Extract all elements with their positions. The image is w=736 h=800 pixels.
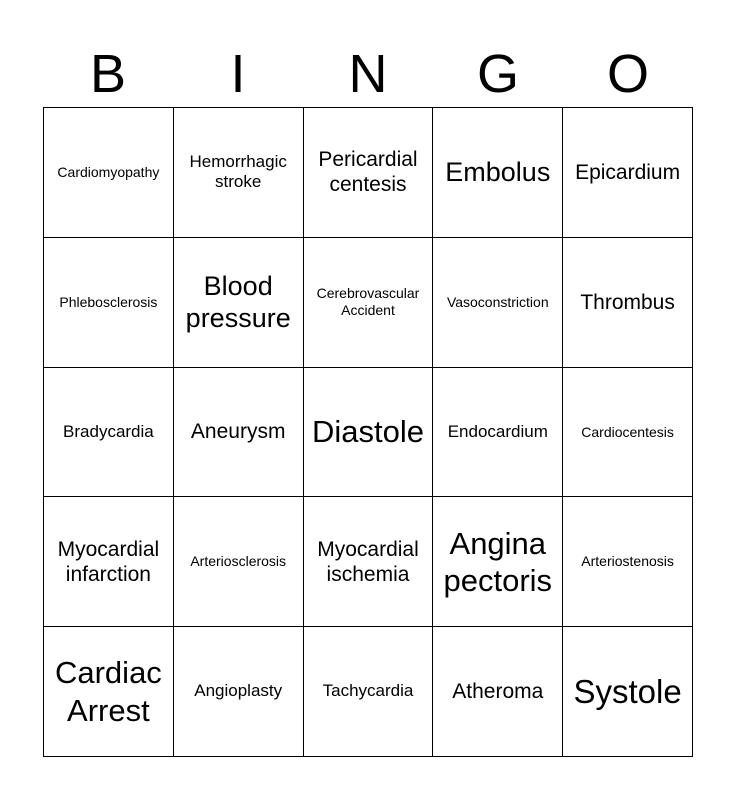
cell-text: Epicardium — [575, 160, 681, 184]
bingo-cell-r4c1[interactable] — [44, 497, 174, 627]
cell-text: Cardiomyopathy — [57, 164, 160, 180]
bingo-cell-r1c4[interactable] — [433, 108, 563, 238]
bingo-cell-r3c5[interactable] — [563, 368, 693, 498]
bingo-cell-r4c4[interactable] — [433, 497, 563, 627]
bingo-cell-r1c3[interactable] — [304, 108, 434, 238]
cell-text: Systole — [573, 672, 682, 710]
bingo-cell-r1c5[interactable] — [563, 108, 693, 238]
bingo-cell-r5c2[interactable] — [174, 627, 304, 757]
cell-text: Blood pressure — [185, 270, 291, 334]
bingo-cell-r3c3[interactable] — [304, 368, 434, 498]
bingo-cell-r4c5[interactable] — [563, 497, 693, 627]
cell-text: Thrombus — [580, 290, 675, 314]
header-letter-i: I — [230, 44, 246, 104]
bingo-cell-r5c3[interactable] — [304, 627, 434, 757]
bingo-cell-r4c3[interactable] — [304, 497, 434, 627]
cell-text: Arteriostenosis — [581, 553, 674, 570]
cell-text: Myocardial infarction — [57, 537, 160, 586]
cell-text: Endocardium — [447, 421, 548, 441]
cell-text: Vasoconstriction — [446, 293, 549, 310]
bingo-cell-r3c1[interactable] — [44, 368, 174, 498]
bingo-header — [43, 40, 693, 108]
cell-text: Myocardial ischemia — [317, 537, 419, 586]
cell-text: Tachycardia — [322, 681, 414, 701]
bingo-cell-r4c2[interactable] — [174, 497, 304, 627]
cell-text: Pericardial centesis — [318, 148, 418, 197]
cell-text: Phlebosclerosis — [59, 293, 158, 310]
cell-text: Angina pectoris — [443, 525, 553, 598]
bingo-cell-r3c2[interactable] — [174, 368, 304, 498]
bingo-cell-r1c2[interactable] — [174, 108, 304, 238]
header-letter-n: N — [348, 44, 388, 104]
bingo-cell-r2c4[interactable] — [433, 238, 563, 368]
bingo-cell-r5c5[interactable] — [563, 627, 693, 757]
cell-text: Cerebrovascular Accident — [316, 285, 420, 319]
cell-text: Cardiac Arrest — [54, 655, 162, 728]
bingo-cell-r2c3[interactable] — [304, 238, 434, 368]
bingo-cell-r5c1[interactable] — [44, 627, 174, 757]
cell-text: Angioplasty — [194, 681, 283, 701]
header-letter-b: B — [89, 44, 127, 104]
cell-text: Bradycardia — [63, 421, 154, 441]
header-letter-g: G — [476, 44, 519, 104]
header-letter-o: O — [606, 44, 649, 104]
cell-text: Hemorrhagic stroke — [189, 152, 287, 192]
cell-text: Diastole — [311, 414, 424, 450]
cell-text: Arteriosclerosis — [190, 553, 287, 570]
cell-text: Atheroma — [452, 680, 544, 703]
bingo-cell-r2c1[interactable] — [44, 238, 174, 368]
cell-text: Embolus — [445, 157, 551, 188]
bingo-cell-r1c1[interactable] — [44, 108, 174, 238]
cell-text: Cardiocentesis — [581, 423, 674, 440]
bingo-cell-r3c4[interactable] — [433, 368, 563, 498]
bingo-cell-r2c2[interactable] — [174, 238, 304, 368]
bingo-grid — [43, 107, 693, 757]
bingo-cell-r5c4[interactable] — [433, 627, 563, 757]
bingo-cell-r2c5[interactable] — [563, 238, 693, 368]
cell-text: Aneurysm — [190, 420, 286, 444]
